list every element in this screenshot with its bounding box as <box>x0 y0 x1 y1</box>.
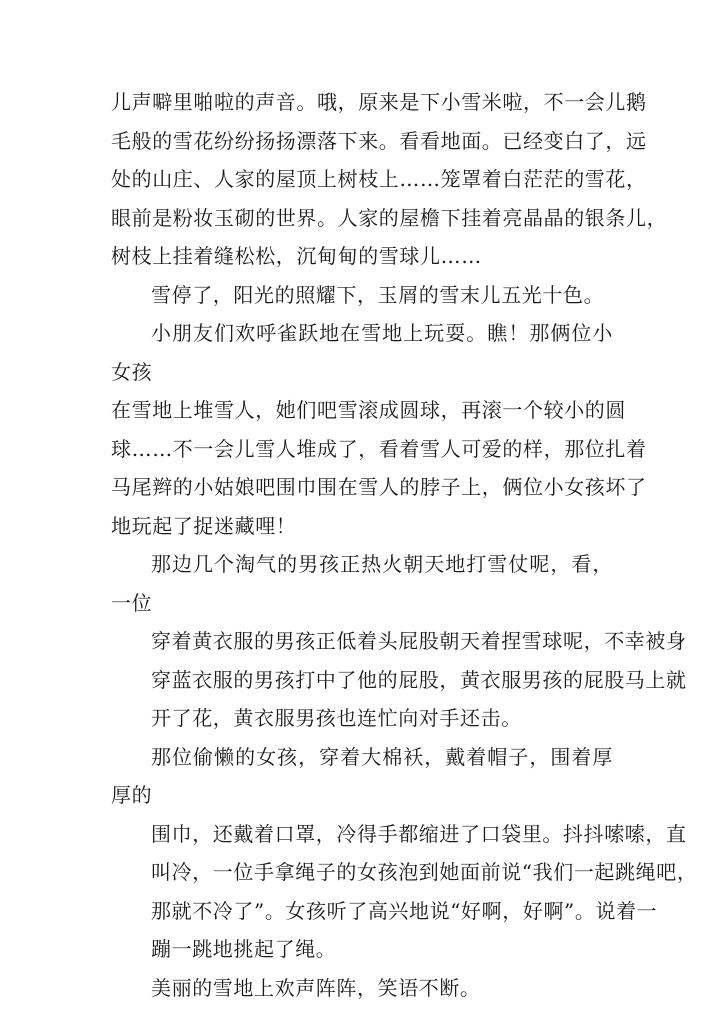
text-line: 树枝上挂着缝松松，沉甸甸的雪球儿…… <box>111 244 482 268</box>
text-line: 那位偷懒的女孩，穿着大棉袄，戴着帽子，围着厚厚的 <box>111 744 613 807</box>
text-line: 处的山庄、人家的屋顶上树枝上……笼罩着白茫茫的雪花， <box>111 167 647 191</box>
text-line: 叫冷，一位手拿绳子的女孩泡到她面前说“我们一起跳绳吧， <box>151 860 698 884</box>
text-line: 毛般的雪花纷纷扬扬漂落下来。看看地面。已经变白了，远 <box>111 128 647 153</box>
text-line: 蹦一跳地挑起了绳。 <box>151 937 337 961</box>
text-line: 儿声噼里啪啦的声音。哦，原来是下小雪米啦，不一会儿鹅 <box>111 90 647 114</box>
text-line: 开了花，黄衣服男孩也连忙向对手还击。 <box>151 706 522 730</box>
paragraph-3 <box>111 314 647 545</box>
paragraph-6 <box>111 969 613 1008</box>
text-line: 地玩起了捉迷藏哩！ <box>111 513 297 538</box>
document-page <box>111 83 698 1007</box>
text-line: 美丽的雪地上欢声阵阵，笑语不断。 <box>151 975 481 1000</box>
text-line: 那就不冷了”。女孩听了高兴地说“好啊，好啊”。说着一 <box>151 898 658 923</box>
text-line: 穿蓝衣服的男孩打中了他的屁股，黄衣服男孩的屁股马上就 <box>151 667 687 692</box>
text-line: 围巾，还戴着口罩，冷得手都缩进了口袋里。抖抖嗦嗦，直 <box>151 821 687 846</box>
paragraph-2 <box>111 276 613 315</box>
text-line: 马尾辫的小姑娘吧围巾围在雪人的脖子上，俩位小女孩坏了 <box>111 475 647 499</box>
paragraph-5 <box>111 738 698 969</box>
text-line: 小朋友们欢呼雀跃地在雪地上玩耍。瞧！那俩位小女孩 <box>111 321 613 384</box>
text-line: 球……不一会儿雪人堆成了，看着雪人可爱的样，那位扎着 <box>111 436 647 461</box>
paragraph-1 <box>111 83 668 276</box>
text-line: 眼前是粉妆玉砌的世界。人家的屋檐下挂着亮晶晶的银条儿， <box>111 205 668 230</box>
text-line: 雪停了，阳光的照耀下，玉屑的雪末儿五光十色。 <box>151 282 605 307</box>
text-line: 那边几个淘气的男孩正热火朝天地打雪仗呢，看，一位 <box>111 552 613 615</box>
text-line: 在雪地上堆雪人，她们吧雪滚成圆球，再滚一个较小的圆 <box>111 398 626 422</box>
paragraph-4 <box>111 545 687 738</box>
text-line: 穿着黄衣服的男孩正低着头屁股朝天着捏雪球呢，不幸被身 <box>151 629 687 653</box>
